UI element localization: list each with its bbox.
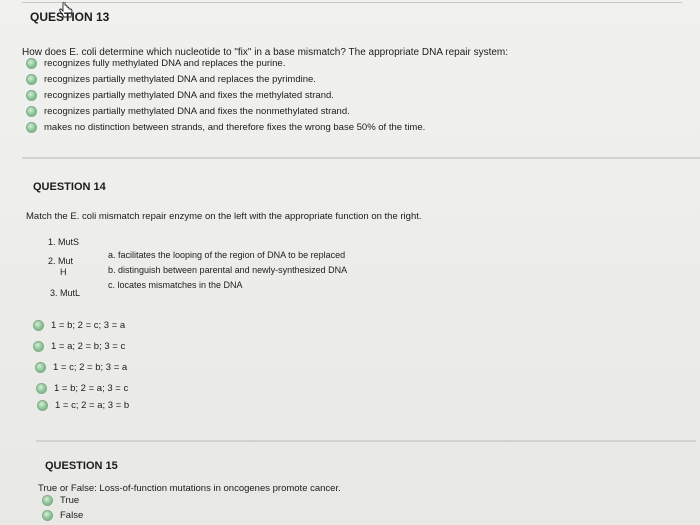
q13-option-label: recognizes partially methylated DNA and fixes the methylated strand. [44,90,334,101]
radio-button-icon[interactable] [42,510,53,521]
q13-prompt: How does E. coli determine which nucleotide to "fix" in a base mismatch? The appropriate DNA repair system: [22,47,509,58]
section-divider [22,157,700,159]
function-label: b. distinguish between parental and newly-synthesized DNA [108,265,348,275]
q14-option-1[interactable] [33,320,125,331]
q14-option-label: 1 = b; 2 = a; 3 = c [54,383,129,394]
top-divider [22,2,682,3]
q13-option-label: recognizes partially methylated DNA and replaces the pyrimdine. [44,74,316,85]
radio-button-icon[interactable] [42,495,53,506]
enzyme-label: H [60,267,67,277]
section-divider [36,440,696,442]
q13-option-5[interactable] [26,122,425,133]
radio-button-icon[interactable] [26,74,37,85]
q14-option-3[interactable] [35,362,127,373]
enzyme-label: 2. Mut [48,256,74,266]
q14-heading: QUESTION 14 [33,181,106,193]
q15-option-false[interactable] [42,510,83,521]
q14-option-label: 1 = c; 2 = b; 3 = a [53,362,128,373]
radio-button-icon[interactable] [26,90,37,101]
q14-option-5[interactable] [37,400,129,411]
function-label: c. locates mismatches in the DNA [108,280,243,290]
radio-button-icon[interactable] [33,341,44,352]
radio-button-icon[interactable] [33,320,44,331]
enzyme-label: 1. MutS [48,237,80,247]
q14-option-4[interactable] [36,383,128,394]
q13-option-3[interactable] [26,90,334,101]
q15-prompt: True or False: Loss-of-function mutations in oncogenes promote cancer. [38,483,341,494]
radio-button-icon[interactable] [26,58,37,69]
q13-option-label: recognizes partially methylated DNA and fixes the nonmethylated strand. [44,106,350,117]
function-label: a. facilitates the looping of the region of DNA to be replaced [108,250,346,260]
radio-button-icon[interactable] [37,400,48,411]
q15-option-true[interactable] [42,495,79,506]
q14-option-label: 1 = b; 2 = c; 3 = a [51,320,126,331]
q14-option-2[interactable] [33,341,125,352]
q15-option-label: False [60,510,84,521]
q13-option-4[interactable] [26,106,350,117]
q14-prompt: Match the E. coli mismatch repair enzyme on the left with the appropriate function on the right. [26,211,422,222]
radio-button-icon[interactable] [26,122,37,133]
enzyme-label: 3. MutL [50,288,81,298]
q14-option-label: 1 = a; 2 = b; 3 = c [51,341,126,352]
radio-button-icon[interactable] [26,106,37,117]
q15-heading: QUESTION 15 [45,460,118,472]
q13-option-1[interactable] [26,58,285,69]
q15-option-label: True [60,495,80,506]
q13-heading: QUESTION 13 [30,10,110,24]
q13-option-label: makes no distinction between strands, and therefore fixes the wrong base 50% of the time. [44,122,426,133]
q14-option-label: 1 = c; 2 = a; 3 = b [55,400,130,411]
q13-option-2[interactable] [26,74,316,85]
radio-button-icon[interactable] [36,383,47,394]
radio-button-icon[interactable] [35,362,46,373]
q13-option-label: recognizes fully methylated DNA and replaces the purine. [44,58,286,69]
